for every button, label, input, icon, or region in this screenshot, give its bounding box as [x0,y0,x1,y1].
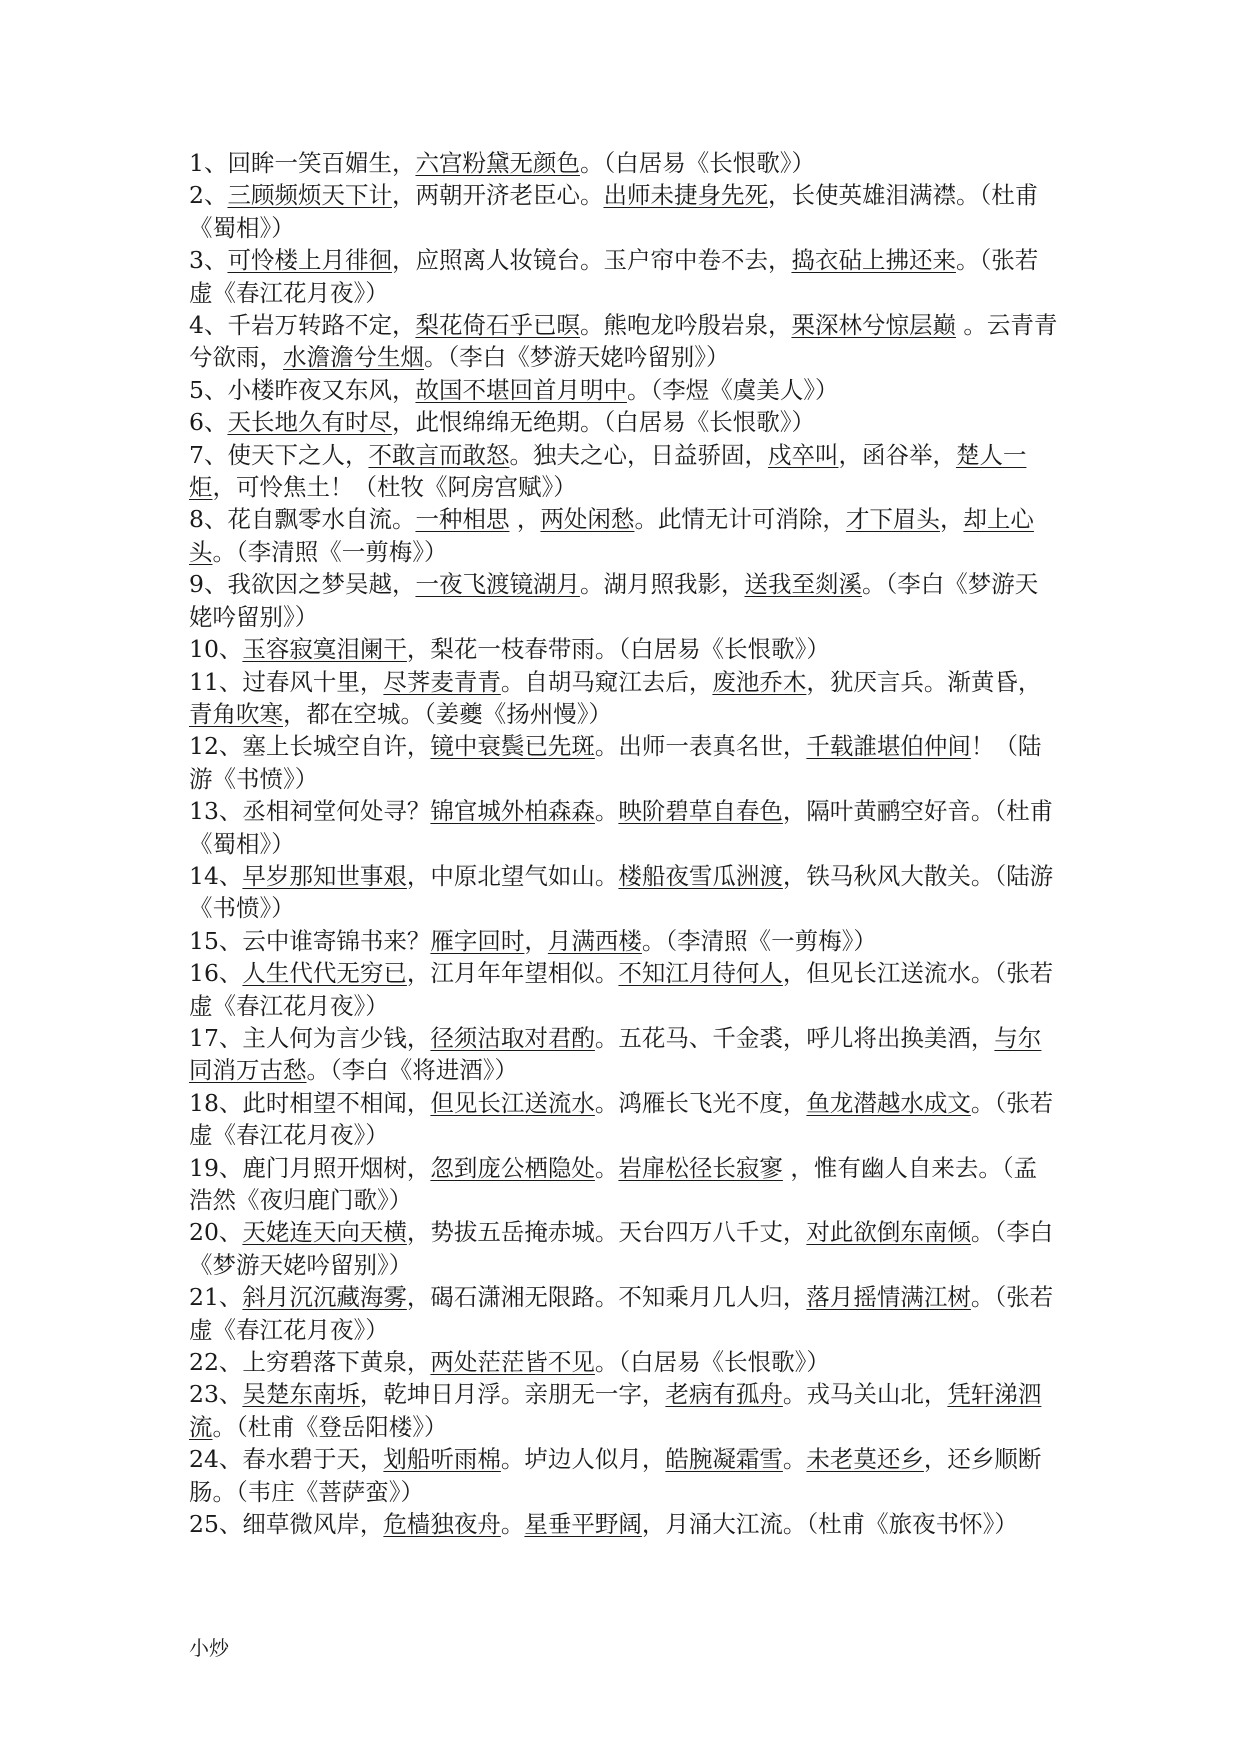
quote-text: 22、上穷碧落下黄泉， [189,1348,431,1377]
underlined-blank-text: 送我至剡溪 [744,570,862,599]
quote-text: 。（白居易《长恨歌》） [594,1348,830,1377]
quote-item [189,1281,1059,1346]
quote-text: ，江月年年望相似。 [406,959,619,988]
footer-text: 小炒 [189,1636,229,1660]
quote-item [189,860,1059,925]
quote-text: 。 [500,1510,525,1539]
quote-item [189,374,1059,406]
underlined-blank-text: 戍卒叫 [767,440,839,469]
underlined-blank-text: 未老莫还乡 [806,1445,924,1474]
quote-text: 。出师一表真名世， [594,732,807,761]
quote-text: 。（张若虚《春江花月夜》） [189,1088,1054,1150]
quote-item [189,730,1059,795]
quote-text: 10、 [189,635,243,664]
quote-text: 。（李白《将进酒》） [306,1056,518,1085]
underlined-blank-text: 玉容寂寞泪阑干 [242,635,407,664]
quote-text: 8、花自飘零水自流。 [189,505,416,534]
underlined-blank-text: 千载誰堪伯仲间 [806,732,971,761]
quote-text: 。（白居易《长恨歌》） [579,149,815,177]
quote-text: 13、丞相祠堂何处寻？ [189,797,431,826]
quote-text: 。（张若虚《春江花月夜》） [189,1283,1054,1344]
quote-item [189,795,1059,860]
quote-item [189,147,1059,179]
underlined-blank-text: 忽到庞公栖隐处 [430,1153,595,1182]
quote-text: 。垆边人似月， [500,1445,666,1474]
quote-item [189,406,1059,438]
quote-text: ， [524,926,548,955]
underlined-blank-text: 故国不堪回首月明中 [415,375,627,404]
quote-text: ，中原北望气如山。 [406,861,619,890]
quote-item [189,1216,1059,1281]
quote-item [189,439,1059,504]
quote-text: 23、 [189,1380,243,1409]
quote-item [189,1022,1059,1087]
quote-text: 。（杜甫《登岳阳楼》） [212,1412,448,1441]
quote-text: 20、 [189,1218,243,1247]
underlined-blank-text: 星垂平野阔 [524,1510,642,1539]
underlined-blank-text: 尽荠麦青青 [383,667,501,696]
quote-item [189,1378,1059,1443]
underlined-blank-text: 雁字回时 [430,926,525,955]
quote-item [189,1087,1059,1152]
quote-text: 6、 [189,408,228,437]
quote-text: ，此恨绵绵无绝期。（白居易《长恨歌》） [391,408,815,437]
quote-item [189,925,1059,957]
quote-text: 。（李白《梦游天姥吟留别》） [189,570,1039,631]
quote-text: ，碣石潇湘无限路。不知乘月几人归， [406,1283,807,1312]
quote-text: 。 [594,797,619,826]
quote-text: ， [509,505,541,534]
underlined-blank-text: 可怜楼上月徘徊 [227,246,392,275]
quote-item [189,1346,1059,1378]
quote-item [189,633,1059,665]
quote-text: ，梨花一枝春带雨。（白居易《长恨歌》） [406,635,830,664]
quote-text: 。五花马、千金裘，呼儿将出换美酒， [594,1023,995,1052]
quote-text: 。云青青兮欲雨， [189,311,1058,372]
quote-text: ，长使英雄泪满襟。（杜甫《蜀相》） [189,181,1039,242]
quote-text: 。鸿雁长飞光不度， [594,1088,807,1117]
underlined-blank-text: 径须沽取对君酌 [430,1023,595,1052]
underlined-blank-text: 不知江月待何人 [618,959,783,988]
underlined-blank-text: 镜中衰鬓已先斑 [430,732,595,761]
quote-text: ，惟有幽人自来去。（孟浩然《夜归鹿门歌》） [189,1153,1038,1214]
quote-item [189,309,1059,374]
underlined-blank-text: 一种相思 [415,505,510,534]
quote-text: 25、细草微风岸， [189,1510,384,1539]
underlined-blank-text: 皓腕凝霜雪 [665,1445,783,1474]
underlined-blank-text: 映阶碧草自春色 [618,797,783,826]
underlined-blank-text: 不敢言而敢怒 [368,440,510,469]
quote-text: 11、过春风十里， [189,667,384,696]
quote-text: ，月涌大江流。（杜甫《旅夜书怀》） [641,1510,1018,1539]
underlined-blank-text: 出师未捷身先死 [603,181,768,210]
quote-text: ，势拔五岳掩赤城。天台四万八千丈， [406,1218,807,1247]
underlined-blank-text: 早岁那知世事艰 [242,861,407,890]
underlined-blank-text: 才下眉头 [845,505,940,534]
quote-text: ，隔叶黄鹂空好音。（杜甫《蜀相》） [189,797,1054,858]
quote-text: 。（张若虚《春江花月夜》） [189,246,1039,307]
quote-text: 。（李白《梦游天姥吟留别》） [189,1218,1054,1279]
quote-text: 。戎马关山北， [782,1380,948,1409]
underlined-blank-text: 人生代代无穷已 [242,959,407,988]
quote-text: 18、此时相望不相闻， [189,1088,431,1117]
quote-text: 12、塞上长城空自许， [189,732,431,761]
underlined-blank-text: 但见长江送流水 [430,1088,595,1117]
underlined-blank-text: 楼船夜雪瓜洲渡 [618,861,783,890]
underlined-blank-text: 一夜飞渡镜湖月 [415,570,580,599]
underlined-blank-text: 两处闲愁 [540,505,635,534]
quote-text: ，犹厌言兵。渐黄昏， [806,667,1042,696]
underlined-blank-text: 凭轩涕泗流 [189,1380,1042,1441]
quote-text: 16、 [189,959,243,988]
quote-text: 。独夫之心，日益骄固， [509,440,768,469]
underlined-blank-text: 栗深林兮惊层巅 [791,311,956,340]
quote-item [189,179,1059,244]
quote-text: ，但见长江送流水。（张若虚《春江花月夜》） [189,959,1054,1020]
quote-text: 。（李煜《虞美人》） [626,375,839,404]
quote-text: ，可怜焦土！（杜牧《阿房宫赋》） [212,473,577,502]
underlined-blank-text: 天长地久有时尽 [227,408,392,437]
quote-text: 14、 [189,861,243,890]
quote-text: ，应照离人妆镜台。玉户帘中卷不去， [391,246,792,275]
underlined-blank-text: 青角吹寒 [189,699,283,728]
quote-text: ，还乡顺断肠。（韦庄《菩萨蛮》） [189,1445,1042,1506]
underlined-blank-text: 斜月沉沉藏海雾 [242,1283,407,1312]
underlined-blank-text: 与尔同消万古愁 [189,1023,1042,1085]
quote-text: 。（李清照《一剪梅》） [212,537,448,566]
quote-text: 3、 [189,246,228,275]
quote-item [189,568,1059,633]
quote-text: 5、小楼昨夜又东风， [189,375,416,404]
quote-item [189,957,1059,1022]
quote-text: 2、 [189,181,228,210]
poem-quote-list [189,147,1059,1540]
underlined-blank-text: 锦官城外柏森森 [430,797,595,826]
quote-text: ，都在空城。（姜夔《扬州慢》） [283,699,612,728]
quote-text: 9、我欲因之梦吴越， [189,570,416,599]
quote-text: 。 [594,1153,619,1182]
underlined-blank-text: 岩扉松径长寂寥 [618,1153,783,1182]
quote-item [189,1508,1059,1540]
underlined-blank-text: 天姥连天向天横 [242,1218,407,1247]
quote-item [189,244,1059,309]
quote-text: 21、 [189,1283,243,1312]
underlined-blank-text: 对此欲倒东南倾 [806,1218,971,1247]
quote-text: 。（李清照《一剪梅》） [641,926,877,955]
underlined-blank-text: 划船听雨棉 [383,1445,501,1474]
underlined-blank-text: 鱼龙潜越水成文 [806,1088,971,1117]
quote-text: ！（陆游《书愤》） [189,732,1042,793]
underlined-blank-text: 梨花倚石乎已暝 [415,311,580,340]
quote-text: ，乾坤日月浮。亲朋无一字， [359,1380,666,1409]
underlined-blank-text: 却上心头 [189,505,1034,566]
quote-text: 4、千岩万转路不定， [189,311,416,340]
quote-text: 。熊咆龙吟殷岩泉， [579,311,792,340]
quote-text: 。（李白《梦游天姥吟留别》） [424,343,730,372]
quote-text: ，铁马秋风大散关。（陆游《书愤》） [189,861,1054,923]
underlined-blank-text: 捣衣砧上拂还来 [791,246,956,275]
quote-text: 。湖月照我影， [579,570,745,599]
underlined-blank-text: 六宫粉黛无颜色 [415,149,580,177]
underlined-blank-text: 老病有孤舟 [665,1380,783,1409]
quote-text: ，函谷举， [838,440,956,469]
quote-text: 1、回眸一笑百媚生， [189,149,416,177]
quote-item [189,666,1059,731]
underlined-blank-text: 吴楚东南坼 [242,1380,360,1409]
quote-item [189,503,1059,568]
quote-text: 7、使天下之人， [189,440,369,469]
quote-text: 。此情无计可消除， [634,505,846,534]
underlined-blank-text: 落月摇情满江树 [806,1283,971,1312]
quote-text: ，两朝开济老臣心。 [391,181,604,210]
underlined-blank-text: 楚人一炬 [189,440,1027,502]
quote-text: 15、云中谁寄锦书来？ [189,926,431,955]
quote-text: 24、春水碧于天， [189,1445,384,1474]
underlined-blank-text: 危樯独夜舟 [383,1510,501,1539]
underlined-blank-text: 废池乔木 [712,667,807,696]
quote-text: ， [939,505,964,534]
underlined-blank-text: 两处茫茫皆不见 [430,1348,595,1377]
underlined-blank-text: 水澹澹兮生烟 [283,343,424,372]
quote-item [189,1152,1059,1217]
underlined-blank-text: 月满西楼 [547,926,642,955]
quote-text: 19、鹿门月照开烟树， [189,1153,431,1182]
quote-text: 。自胡马窥江去后， [500,667,713,696]
quote-item [189,1443,1059,1508]
quote-text: 17、主人何为言少钱， [189,1023,431,1052]
underlined-blank-text: 三顾频烦天下计 [227,181,392,210]
quote-text: 。 [782,1445,807,1474]
